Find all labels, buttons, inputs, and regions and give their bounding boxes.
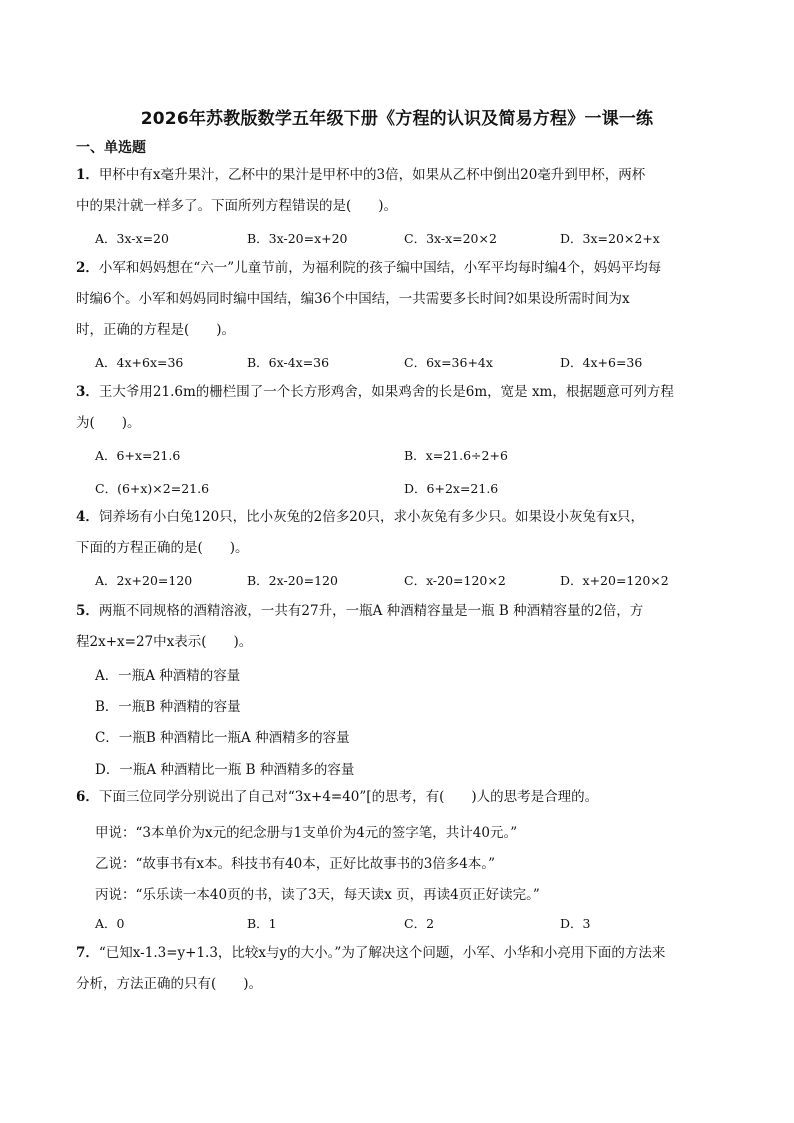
question-line: 6．下面三位同学分别说出了自己对“3x+4=40”[的思考，有( )人的思考是合理的。 xyxy=(76,789,599,805)
question-number: 3． xyxy=(76,384,99,400)
option-a[interactable]: A．2x+20=120 xyxy=(95,573,193,588)
option-c[interactable]: C．2 xyxy=(404,916,435,931)
option-d[interactable]: D．一瓶A 种酒精比一瓶 B 种酒精多的容量 xyxy=(95,762,355,778)
question-line: 时编6个。小军和妈妈同时编中国结，编36个中国结，一共需要多长时间?如果设所需时间为x xyxy=(76,291,630,307)
question-number: 5． xyxy=(76,603,99,619)
question-line: 时，正确的方程是( )。 xyxy=(76,322,236,338)
option-d[interactable]: D．3 xyxy=(560,916,591,931)
question-number: 6． xyxy=(76,789,99,805)
option-d[interactable]: D．3x=20×2+x xyxy=(560,231,660,246)
option-a[interactable]: A．3x-x=20 xyxy=(95,231,169,246)
option-c[interactable]: C．3x-x=20×2 xyxy=(404,231,497,246)
option-b[interactable]: B．一瓶B 种酒精的容量 xyxy=(95,699,241,715)
question-2 xyxy=(76,253,726,346)
option-a[interactable]: A．4x+6x=36 xyxy=(95,355,184,370)
question-line: 分析，方法正确的只有( )。 xyxy=(76,976,263,992)
section-heading: 一、单选题 xyxy=(76,140,146,156)
question-number: 2． xyxy=(76,260,99,276)
statement-yi: 乙说：“故事书有x本。科技书有40本，正好比故事书的3倍多4本。” xyxy=(95,856,496,872)
options-3b xyxy=(95,479,735,499)
question-line: 程2x+x=27中x表示( )。 xyxy=(76,634,253,650)
question-line: 2．小军和妈妈想在“六一”儿童节前，为福利院的孩子编中国结，小军平均每时编4个，妈妈平均每 xyxy=(76,260,662,276)
question-line: 3．王大爷用21.6m的栅栏围了一个长方形鸡舍，如果鸡舍的长是6m，宽是 xm，根据题意可列方程 xyxy=(76,384,674,400)
option-c[interactable]: C．一瓶B 种酒精比一瓶A 种酒精多的容量 xyxy=(95,730,350,746)
option-b[interactable]: B．2x-20=120 xyxy=(247,573,338,588)
option-a[interactable]: A．一瓶A 种酒精的容量 xyxy=(95,668,241,684)
options-2 xyxy=(95,353,735,373)
statement-jia: 甲说：“3本单价为x元的纪念册与1支单价为4元的签字笔，共计40元。” xyxy=(95,825,518,841)
option-d[interactable]: D．x+20=120×2 xyxy=(560,573,669,588)
question-number: 1． xyxy=(76,167,99,183)
statement-bing: 丙说：“乐乐读一本40页的书，读了3天，每天读x 页，再读4页正好读完。” xyxy=(95,887,540,903)
options-3a xyxy=(95,446,735,466)
option-b[interactable]: B．6x-4x=36 xyxy=(247,355,330,370)
option-b[interactable]: B．x=21.6÷2+6 xyxy=(404,448,508,463)
question-4 xyxy=(76,502,726,564)
options-6 xyxy=(95,914,735,934)
option-a[interactable]: A．6+x=21.6 xyxy=(95,448,181,463)
question-line: 为( )。 xyxy=(76,415,141,431)
question-number: 7． xyxy=(76,945,99,961)
question-line: 下面的方程正确的是( )。 xyxy=(76,540,249,556)
question-number: 4． xyxy=(76,509,99,525)
question-line: 中的果汁就一样多了。下面所列方程错误的是( )。 xyxy=(76,198,398,214)
question-7 xyxy=(76,938,726,1000)
question-line: 4．饲养场有小白兔120只，比小灰兔的2倍多20只，求小灰兔有多少只。如果设小灰兔有x只， xyxy=(76,509,645,525)
option-c[interactable]: C．x-20=120×2 xyxy=(404,573,506,588)
question-line: 1．甲杯中有x毫升果汁，乙杯中的果汁是甲杯中的3倍，如果从乙杯中倒出20毫升到甲杯，两杯 xyxy=(76,167,646,183)
options-4 xyxy=(95,571,735,591)
option-d[interactable]: D．6+2x=21.6 xyxy=(404,481,499,496)
option-c[interactable]: C．6x=36+4x xyxy=(404,355,493,370)
options-1 xyxy=(95,229,735,249)
question-line: 7．“已知x-1.3=y+1.3，比较x与y的大小。”为了解决这个问题，小军、小华和小亮用下面的方法来 xyxy=(76,945,666,961)
question-5 xyxy=(76,596,726,658)
question-3 xyxy=(76,377,726,439)
question-1 xyxy=(76,160,726,222)
question-6 xyxy=(76,782,726,813)
option-b[interactable]: B．1 xyxy=(247,916,277,931)
option-d[interactable]: D．4x+6=36 xyxy=(560,355,643,370)
option-c[interactable]: C．(6+x)×2=21.6 xyxy=(95,481,210,496)
question-line: 5．两瓶不同规格的酒精溶液，一共有27升，一瓶A 种酒精容量是一瓶 B 种酒精容量的2倍，方 xyxy=(76,603,644,619)
option-a[interactable]: A．0 xyxy=(95,916,125,931)
document-title: 2026年苏教版数学五年级下册《方程的认识及简易方程》一课一练 xyxy=(140,109,654,129)
option-b[interactable]: B．3x-20=x+20 xyxy=(247,231,348,246)
